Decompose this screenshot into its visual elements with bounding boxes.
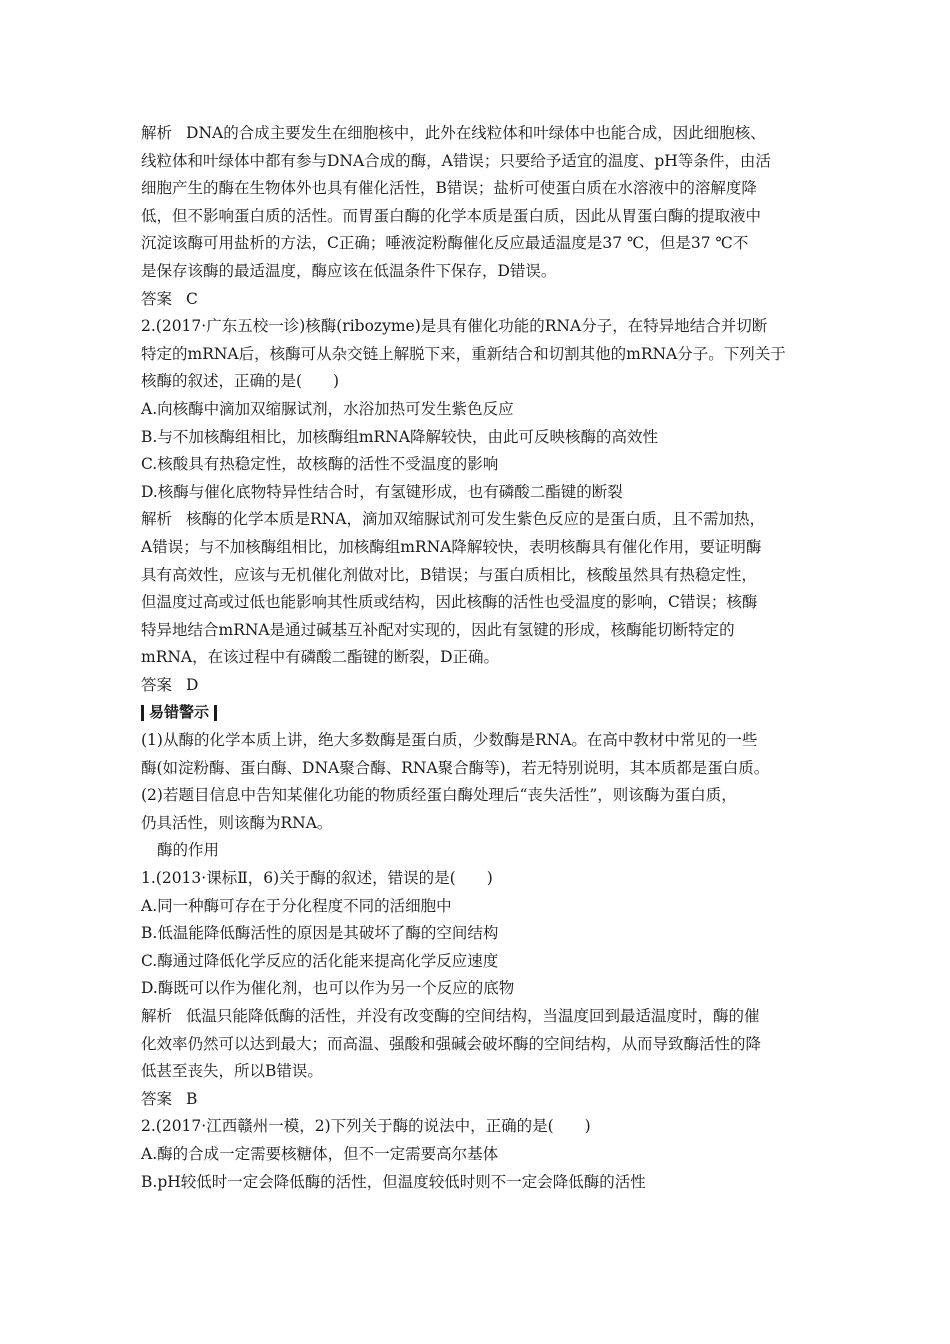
question-stem-line: 核酶的叙述，正确的是( ) (141, 372, 340, 391)
option-d: D.核酶与催化底物特异性结合时，有氢键形成，也有磷酸二酯键的断裂 (141, 482, 623, 501)
question-stem-line: 2.(2017·广东五校一诊)核酶(ribozyme)是具有催化功能的RNA分子，在特异地结合并切断 (141, 317, 768, 336)
warning-title: 易错警示 (141, 699, 821, 727)
analysis-line: 低，但不影响蛋白质的活性。而胃蛋白酶的化学本质是蛋白质，因此从胃蛋白酶的提取液中 (141, 206, 762, 225)
warning-line: (1)从酶的化学本质上讲，绝大多数酶是蛋白质，少数酶是RNA。在高中教材中常见的一些 (141, 731, 758, 750)
answer-line (141, 1086, 821, 1114)
option-c: C.酶通过降低化学反应的活化能来提高化学反应速度 (141, 951, 499, 970)
analysis-line: 核酶的化学本质是RNA，滴加双缩脲试剂可发生紫色反应的是蛋白质，且不需加热， (186, 510, 765, 529)
analysis-line: 低温只能降低酶的活性，并没有改变酶的空间结构，当温度回到最适温度时，酶的催 (186, 1007, 760, 1025)
analysis-line: 化效率仍然可以达到最大；而高温、强酸和强碱会破坏酶的空间结构，从而导致酶活性的降 (141, 1034, 762, 1053)
warning-line: 酶(如淀粉酶、蛋白酶、DNA聚合酶、RNA聚合酶等)，若无特别说明，其本质都是蛋白质。 (141, 758, 770, 777)
question-stem-line: 特定的mRNA后，核酶可从杂交链上解脱下来，重新结合和切割其他的mRNA分子。下列关于 (141, 344, 786, 363)
analysis-line: A错误；与不加核酶组相比，加核酶组mRNA降解较快，表明核酶具有催化作用，要证明酶 (141, 537, 762, 556)
option-b: B.pH较低时一定会降低酶的活性，但温度较低时则不一定会降低酶的活性 (141, 1172, 646, 1191)
question-stem-line: 2.(2017·江西赣州一模，2)下列关于酶的说法中，正确的是( ) (141, 1117, 591, 1136)
answer-line (141, 672, 821, 700)
answer-value: D (186, 675, 199, 694)
option-c: C.核酸具有热稳定性，故核酶的活性不受温度的影响 (141, 455, 499, 474)
option-b: B.与不加核酶组相比，加核酶组mRNA降解较快，由此可反映核酶的高效性 (141, 427, 658, 446)
warning-line: 仍具活性，则该酶为RNA。 (141, 813, 333, 832)
analysis-line: 特异地结合mRNA是通过碱基互补配对实现的，因此有氢键的形成，核酶能切断特定的 (141, 620, 735, 639)
option-a: A.酶的合成一定需要核糖体，但不一定需要高尔基体 (141, 1144, 499, 1163)
common-mistakes-note (141, 699, 821, 837)
option-a: A.同一种酶可存在于分化程度不同的活细胞中 (141, 896, 452, 915)
answer-label: 答案 (141, 1089, 173, 1108)
analysis-line: 是保存该酶的最适温度，酶应该在低温条件下保存，D错误。 (141, 261, 557, 280)
option-b: B.低温能降低酶活性的原因是其破坏了酶的空间结构 (141, 924, 499, 943)
question-2017-guangdong (141, 313, 821, 699)
title-bar-left (141, 705, 144, 721)
analysis-line: mRNA，在该过程中有磷酸二酯键的断裂，D正确。 (141, 648, 500, 667)
answer-value: C (186, 289, 198, 308)
answer-label: 答案 (141, 289, 173, 308)
section-heading: 酶的作用 (157, 841, 220, 860)
answer-label: 答案 (141, 675, 173, 694)
analysis-line: 线粒体和叶绿体中都有参与DNA合成的酶，A错误；只要给予适宜的温度、pH等条件，由活 (141, 151, 771, 170)
analysis-line: 但温度过高或过低也能影响其性质或结构，因此核酶的活性也受温度的影响，C错误；核酶 (141, 593, 758, 612)
answer-line (141, 286, 821, 314)
warning-line: (2)若题目信息中告知某催化功能的物质经蛋白酶处理后“丧失活性”，则该酶为蛋白质， (141, 786, 737, 805)
answer-value: B (186, 1089, 198, 1108)
option-d: D.酶既可以作为催化剂，也可以作为另一个反应的底物 (141, 979, 515, 998)
analysis-line: 低甚至丧失，所以B错误。 (141, 1062, 323, 1081)
analysis-line: 细胞产生的酶在生物体外也具有催化活性，B错误；盐析可使蛋白质在水溶液中的溶解度降 (141, 179, 757, 198)
analysis-line: 具有高效性，应该与无机催化剂做对比，B错误；与蛋白质相比，核酸虽然具有热稳定性， (141, 565, 757, 584)
analysis-label: 解析 (141, 1007, 173, 1025)
analysis-block-1 (141, 120, 821, 313)
question-2017-ganzhou (141, 1113, 821, 1196)
analysis-label: 解析 (141, 124, 173, 142)
title-bar-right (214, 705, 217, 721)
question-2013-kebiao (141, 865, 821, 1113)
option-a: A.向核酶中滴加双缩脲试剂，水浴加热可发生紫色反应 (141, 399, 514, 418)
analysis-label: 解析 (141, 510, 173, 529)
page-content (141, 120, 821, 1196)
analysis-line: 沉淀该酶可用盐析的方法，C正确；唾液淀粉酶催化反应最适温度是37 ℃，但是37 ℃不 (141, 234, 749, 253)
question-stem-line: 1.(2013·课标Ⅱ，6)关于酶的叙述，错误的是( ) (141, 869, 493, 888)
analysis-line: DNA的合成主要发生在细胞核中，此外在线粒体和叶绿体中也能合成，因此细胞核、 (186, 124, 766, 142)
